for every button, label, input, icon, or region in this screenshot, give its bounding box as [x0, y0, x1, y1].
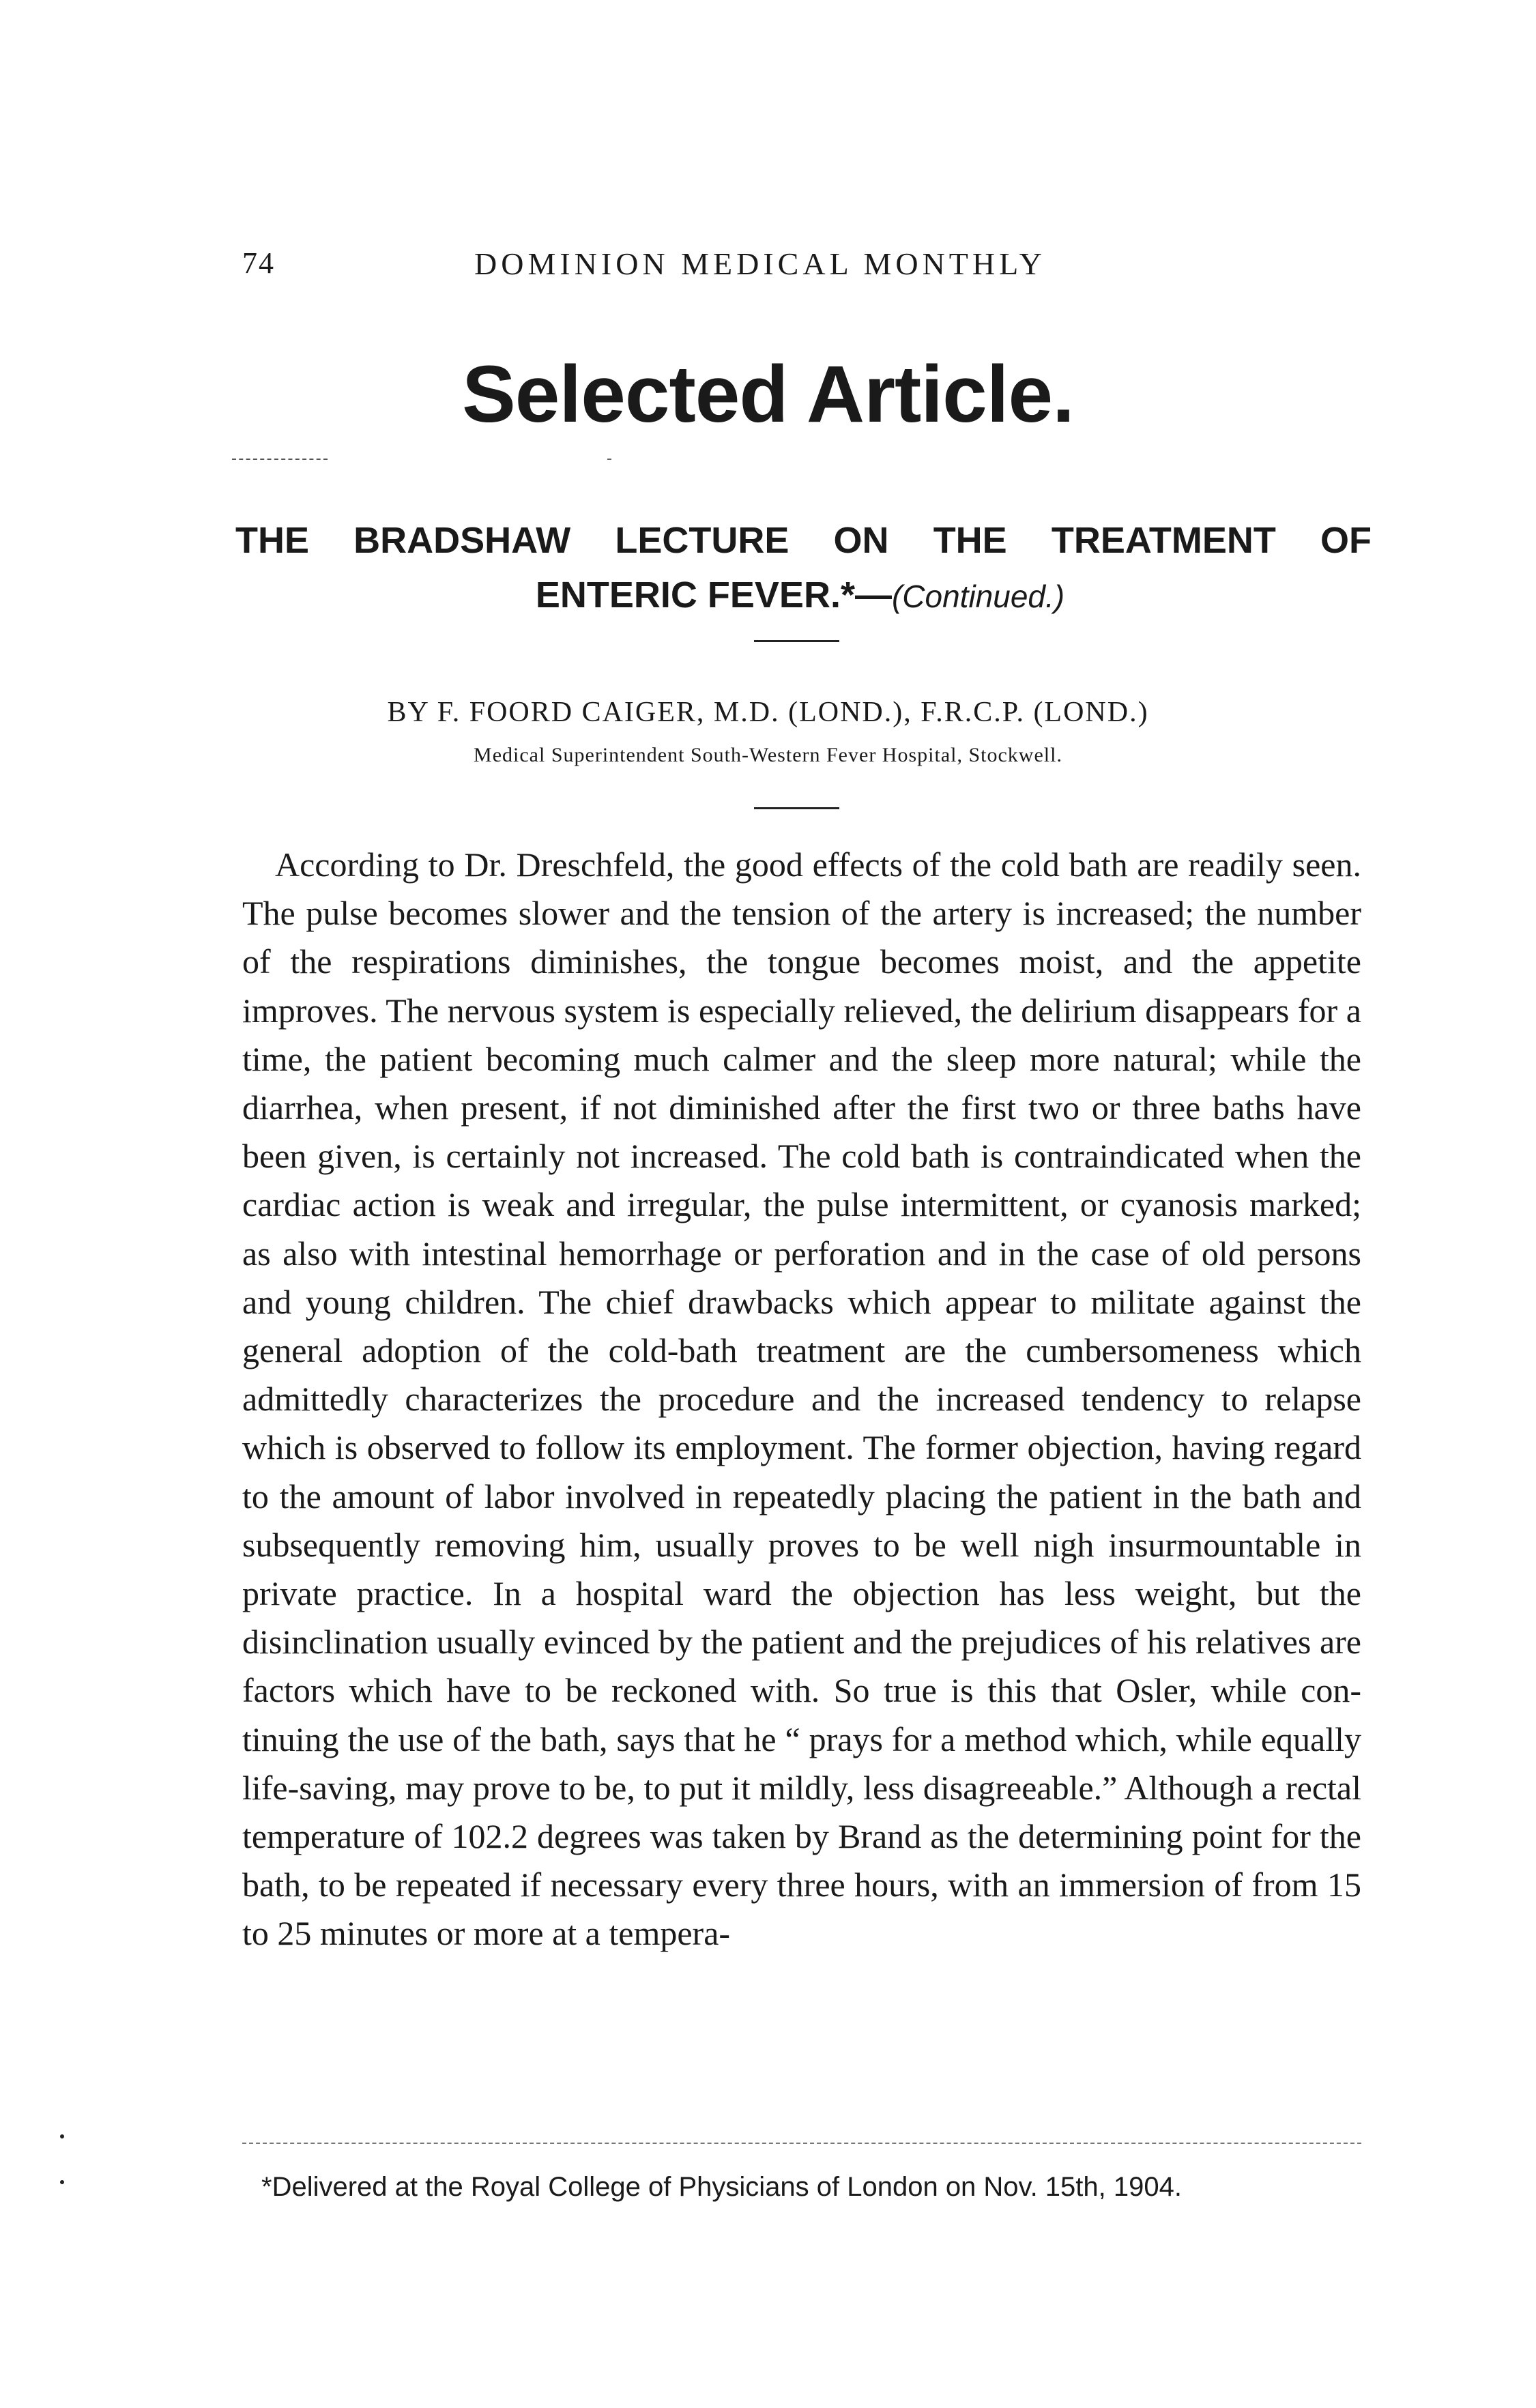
- body-paragraph: According to Dr. Dreschfeld, the good effects of the cold bath are readily seen. The pulse becomes slower and the tension of the artery is increased; the number of the respirations diminishes, the tongue becomes moist, and the appetite improves. The nervous system is especially relieved, the delirium disappears for a time, the patient becoming much calmer and the sleep more natural; while the diarrhea, when present, if not diminished after the first two or three baths have been given, is certainly not increased. The cold bath is contraindicated when the cardiac action is weak and irregular, the pulse intermittent, or cyanosis marked; as also with intestinal hemorrhage or perforation and in the case of old persons and young children. The chief drawbacks which appear to militate against the general adoption of the cold-bath treatment are the cumbersomeness which admittedly characterizes the procedure and the increased tendency to relapse which is observed to follow its employment. The former objection, having regard to the amount of labor involved in repeatedly placing the patient in the bath and subsequently removing him, usually proves to be well nigh insurmountable in private practice. In a hospital ward the objection has less weight, but the disinclination usually evinced by the patient and the prejudices of his relatives are factors which have to be reckoned with. So true is this that Osler, while continuing the use of the bath, says that he “ prays for a method which, while equally life-saving, may prove to be, to put it mildly, less disagreeable.” Although a rectal temperature of 102.2 degrees was taken by Brand as the determining point for the bath, to be repeated if necessary every three hours, with an immersion of from 15 to 25 minutes or more at a tempera-: [242, 845, 1361, 1953]
- footnote: [242, 2166, 1361, 2207]
- journal-title: DOMINION MEDICAL MONTHLY: [474, 246, 1046, 281]
- article-body: [242, 841, 1361, 1958]
- running-head: [242, 246, 1361, 293]
- ornamental-rule-dot: [607, 459, 611, 460]
- margin-speck: [60, 2180, 64, 2184]
- footnote-text: *Delivered at the Royal College of Physicians of London on Nov. 15th, 1904.: [261, 2172, 1182, 2202]
- divider-rule: [754, 640, 839, 642]
- continued-label: (Continued.): [891, 579, 1065, 614]
- title-line-2-text: ENTERIC FEVER.*—: [535, 575, 892, 615]
- author-affiliation: Medical Superintendent South-Western Fever Hospital, Stockwell.: [474, 744, 1062, 766]
- title-word: THE: [235, 520, 309, 561]
- page-number: 74: [242, 246, 275, 280]
- ornamental-rule-left: [232, 459, 328, 460]
- title-word: ON: [833, 520, 889, 561]
- divider-rule: [754, 807, 839, 809]
- title-word: BRADSHAW: [353, 520, 571, 561]
- title-word: TREATMENT: [1051, 520, 1276, 561]
- title-word: THE: [933, 520, 1007, 561]
- section-title: Selected Article.: [462, 349, 1074, 439]
- author-byline: BY F. FOORD CAIGER, M.D. (LOND.), F.R.C.P. (LOND.): [387, 697, 1149, 728]
- article-title: [235, 513, 1372, 624]
- margin-speck: [60, 2134, 64, 2138]
- article-title-line-2: [235, 568, 1372, 624]
- article-title-line-1: [235, 513, 1372, 568]
- title-word: OF: [1320, 520, 1372, 561]
- title-word: LECTURE: [615, 520, 789, 561]
- footnote-rule: [242, 2143, 1361, 2144]
